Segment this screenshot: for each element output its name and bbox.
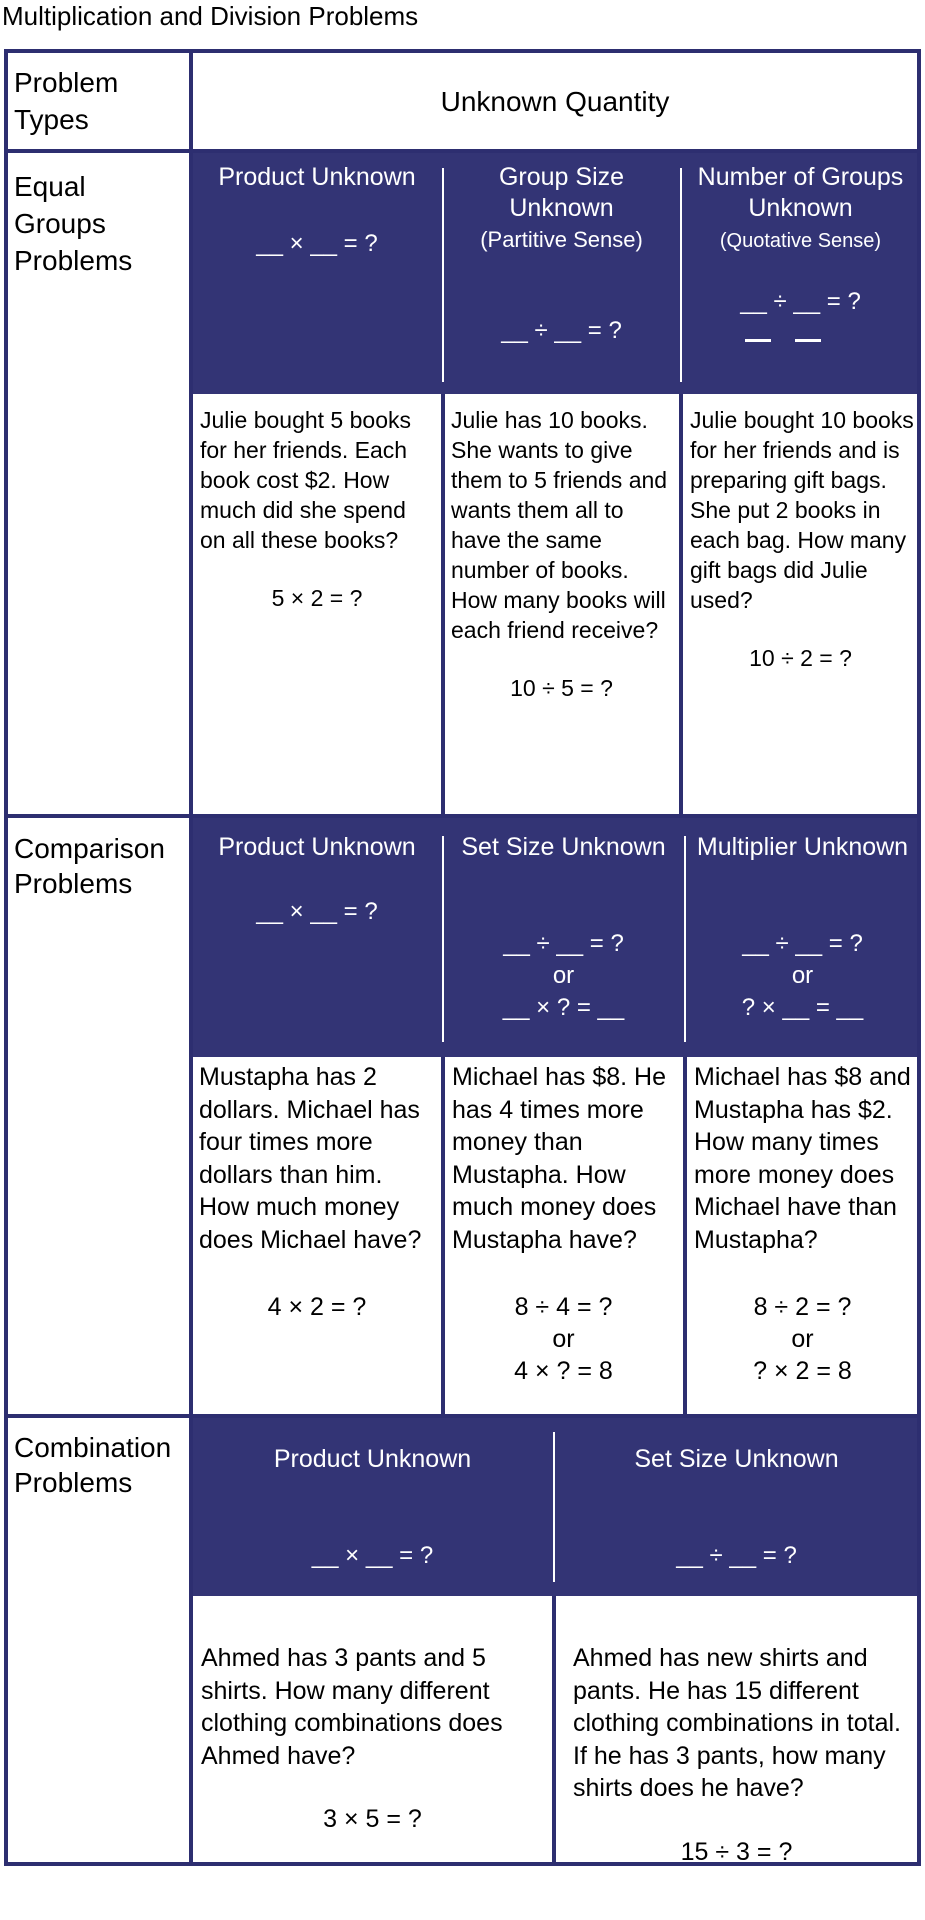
comparison-set-size-example-equation-1: 8 ÷ 4 = ? xyxy=(514,1293,613,1321)
comparison-set-size-heading: Set Size Unknown xyxy=(461,833,666,861)
comparison-multiplier-example-equation-1: 8 ÷ 2 = ? xyxy=(753,1293,852,1321)
equal-groups-row-divider xyxy=(8,814,917,818)
comparison-band-divider-1 xyxy=(442,836,444,1042)
comparison-set-size-example-equation-2: 4 × ? = 8 xyxy=(514,1357,613,1385)
comparison-multiplier-example: Michael has $8 and Mustapha has $2. How many times more money does Michael have than Mustapha? xyxy=(694,1063,911,1254)
header-row-divider xyxy=(8,149,917,153)
equal-groups-product-unknown-example-equation: 5 × 2 = ? xyxy=(271,585,363,611)
comparison-product-unknown-heading: Product Unknown xyxy=(218,833,416,861)
comparison-divider-2 xyxy=(683,1057,687,1414)
comparison-set-size-example: Michael has $8. He has 4 times more money than Mustapha. How much money does Mustapha have? xyxy=(452,1063,667,1254)
combination-set-size-heading: Set Size Unknown xyxy=(634,1445,839,1473)
combination-label: Combination Problems xyxy=(14,1432,172,1498)
equal-groups-band-divider-2 xyxy=(680,168,682,382)
unknown-quantity-heading: Unknown Quantity xyxy=(440,86,670,117)
equal-groups-divider-2 xyxy=(679,394,683,814)
problem-types-heading: Problem Types xyxy=(14,67,119,135)
comparison-multiplier-equation-2: ? × __ = __ xyxy=(741,994,864,1021)
combination-set-size-example-equation: 15 ÷ 3 = ? xyxy=(680,1838,793,1866)
comparison-set-size-equation-1: __ ÷ __ = ? xyxy=(503,930,624,957)
combination-band-divider xyxy=(553,1432,555,1582)
equal-groups-product-unknown-example: Julie bought 5 books for her friends. Each book cost $2. How much did she spend on all these books? xyxy=(200,407,411,553)
equal-groups-number-of-groups-equation: __ ÷ __ = ? xyxy=(740,288,861,315)
combination-product-unknown-heading: Product Unknown xyxy=(273,1445,472,1473)
combination-set-size-equation: __ ÷ __ = ? xyxy=(676,1542,797,1569)
comparison-set-size-example-or: or xyxy=(552,1325,575,1353)
equal-groups-quotative-sense: (Quotative Sense) xyxy=(719,230,882,252)
equal-groups-partitive-sense: (Partitive Sense) xyxy=(480,227,643,252)
equal-groups-group-size-example: Julie has 10 books. She wants to give them to 5 friends and wants them all to have the same number of books. How many books will each friend receive? xyxy=(451,407,668,643)
comparison-set-size-or: or xyxy=(552,962,575,989)
combination-set-size-example: Ahmed has new shirts and pants. He has 15 different clothing combinations in total. If he has 3 pants, how many shirts does he have? xyxy=(573,1644,901,1802)
equal-groups-product-unknown-heading: Product Unknown xyxy=(218,163,416,191)
equal-groups-number-of-groups-example-equation: 10 ÷ 2 = ? xyxy=(749,645,852,671)
combination-divider xyxy=(552,1596,556,1862)
answer-blank-2 xyxy=(795,339,821,342)
page-title: Multiplication and Division Problems xyxy=(2,1,419,31)
equal-groups-label: Equal Groups Problems xyxy=(14,171,133,276)
combination-product-unknown-example: Ahmed has 3 pants and 5 shirts. How many different clothing combinations does Ahmed have? xyxy=(201,1644,503,1770)
comparison-row-divider xyxy=(8,1414,917,1418)
comparison-multiplier-example-or: or xyxy=(791,1325,814,1353)
equal-groups-group-size-heading: Group Size Unknown xyxy=(498,163,625,222)
equal-groups-divider-1 xyxy=(441,394,445,814)
comparison-product-unknown-example: Mustapha has 2 dollars. Michael has four times more dollars than him. How much money does Michael have? xyxy=(199,1063,422,1254)
equal-groups-band-divider-1 xyxy=(442,168,444,382)
comparison-multiplier-equation-1: __ ÷ __ = ? xyxy=(742,930,863,957)
comparison-label: Comparison Problems xyxy=(14,833,165,899)
comparison-band-divider-2 xyxy=(684,836,686,1042)
comparison-product-unknown-equation: __ × __ = ? xyxy=(256,898,378,925)
answer-blank-1 xyxy=(745,339,771,342)
equal-groups-number-of-groups-example: Julie bought 10 books for her friends and is preparing gift bags. She put 2 books in each bag. How many gift bags did Julie used? xyxy=(690,407,914,613)
comparison-set-size-equation-2: __ × ? = __ xyxy=(502,994,625,1021)
comparison-product-unknown-example-equation: 4 × 2 = ? xyxy=(267,1293,367,1321)
comparison-multiplier-or: or xyxy=(791,962,814,989)
combination-product-unknown-example-equation: 3 × 5 = ? xyxy=(323,1805,422,1833)
equal-groups-number-of-groups-heading: Number of Groups Unknown xyxy=(697,163,904,222)
equal-groups-group-size-equation: __ ÷ __ = ? xyxy=(501,317,622,344)
equal-groups-group-size-example-equation: 10 ÷ 5 = ? xyxy=(510,675,613,701)
label-column-divider xyxy=(189,53,193,1862)
equal-groups-product-unknown-equation: __ × __ = ? xyxy=(256,230,378,257)
comparison-multiplier-heading: Multiplier Unknown xyxy=(696,833,909,861)
combination-product-unknown-equation: __ × __ = ? xyxy=(311,1542,434,1569)
comparison-multiplier-example-equation-2: ? × 2 = 8 xyxy=(753,1357,852,1385)
